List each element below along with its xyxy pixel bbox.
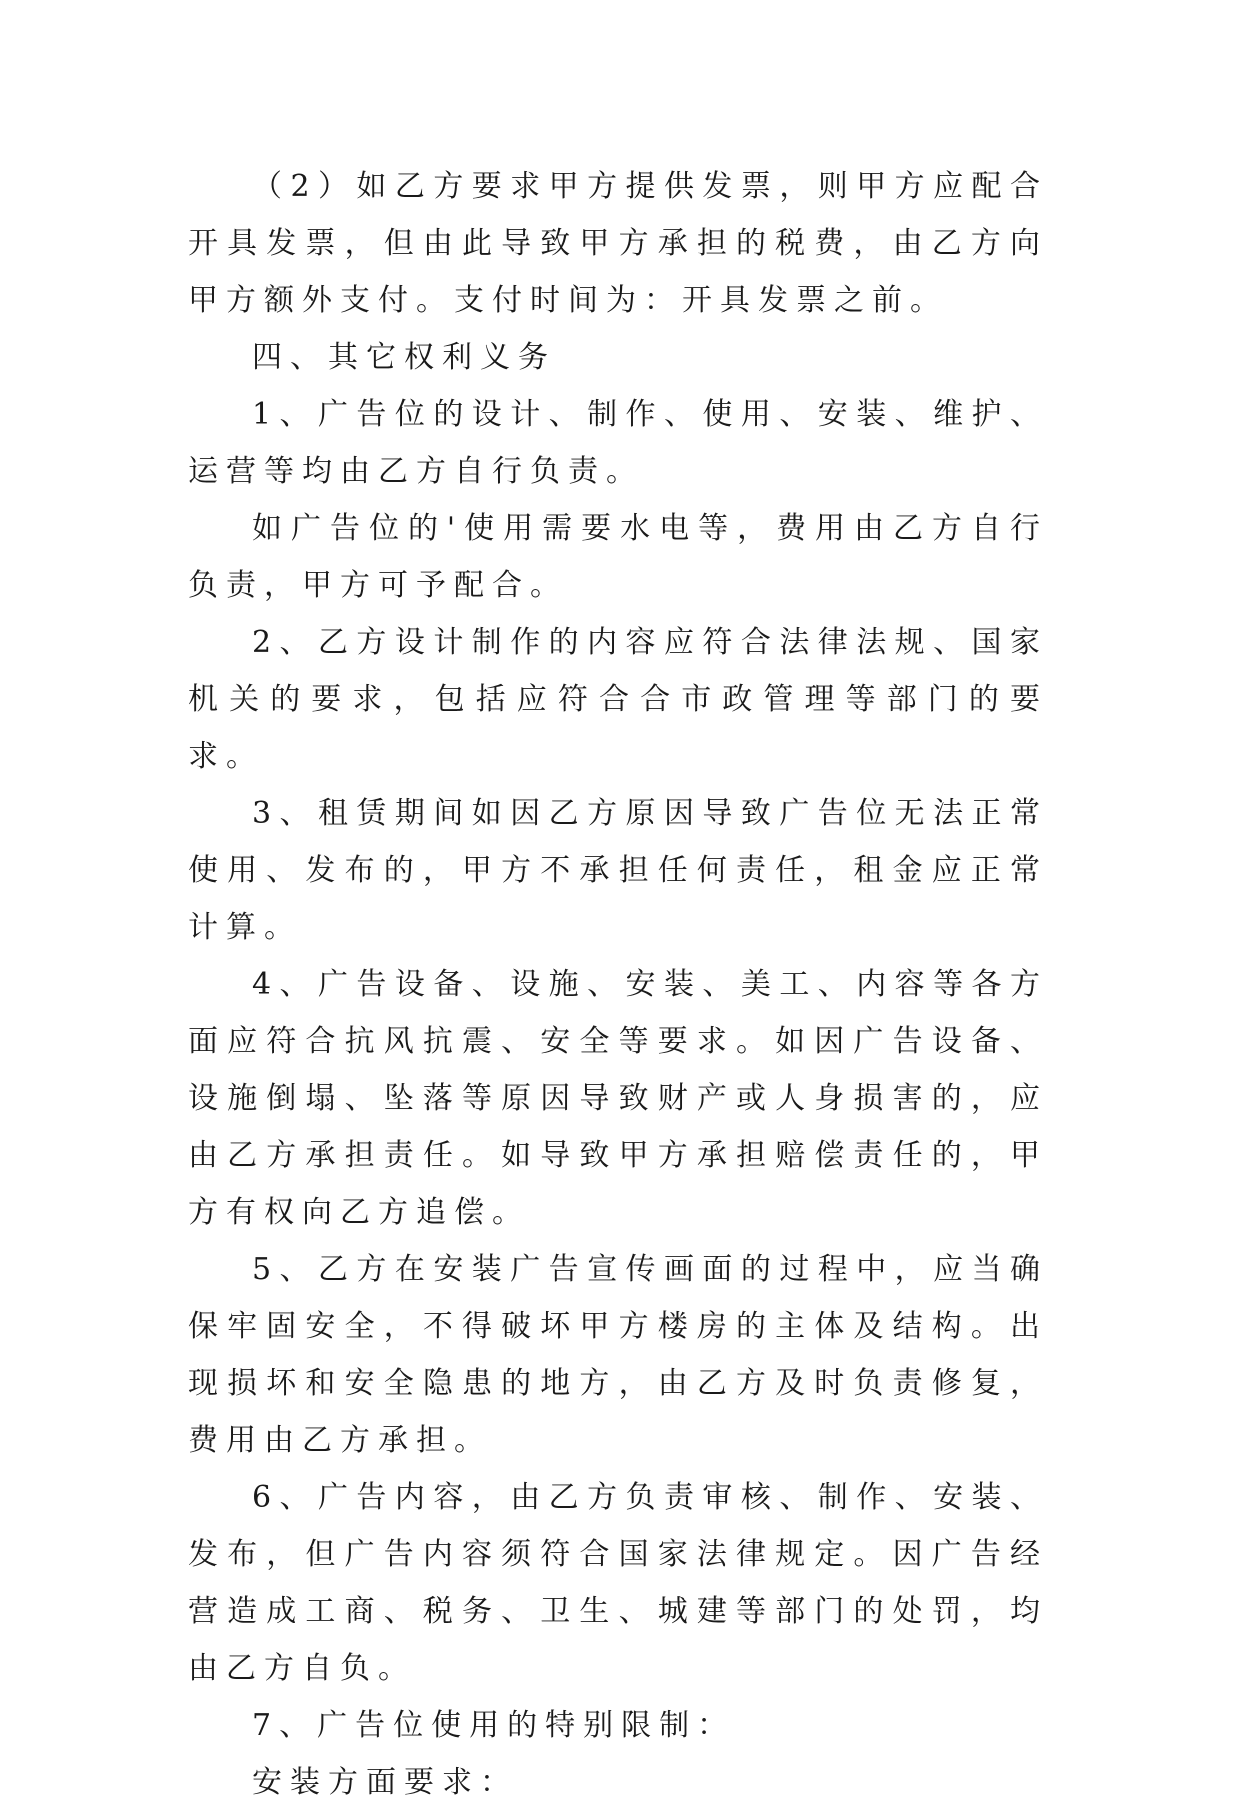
section-heading-other-rights: 四、其它权利义务 bbox=[252, 340, 556, 375]
paragraph-installation-requirements: 安装方面要求： bbox=[252, 1765, 518, 1800]
paragraph-clause-3: 3、租赁期间如因乙方原因导致广告位无法正常使用、发布的，甲方不承担任何责任，租金应正常计算。 bbox=[188, 796, 1048, 945]
paragraph-clause-6: 6、广告内容，由乙方负责审核、制作、安装、发布，但广告内容须符合国家法律规定。因广告经营造成工商、税务、卫生、城建等部门的处罚，均由乙方自负。 bbox=[188, 1480, 1048, 1686]
paragraph-clause-2: 2、乙方设计制作的内容应符合法律法规、国家机关的要求，包括应符合合市政管理等部门的要求。 bbox=[188, 625, 1048, 774]
paragraph-clause-7: 7、广告位使用的特别限制： bbox=[252, 1708, 736, 1743]
paragraph-clause-1: 1、广告位的设计、制作、使用、安装、维护、运营等均由乙方自行负责。 bbox=[188, 397, 1048, 489]
paragraph-clause-5: 5、乙方在安装广告宣传画面的过程中，应当确保牢固安全，不得破坏甲方楼房的主体及结构。出现损坏和安全隐患的地方，由乙方及时负责修复，费用由乙方承担。 bbox=[188, 1252, 1048, 1458]
paragraph-invoice-clause: （2）如乙方要求甲方提供发票，则甲方应配合开具发票，但由此导致甲方承担的税费，由乙方向甲方额外支付。支付时间为：开具发票之前。 bbox=[188, 169, 1048, 318]
paragraph-utilities: 如广告位的'使用需要水电等，费用由乙方自行负责，甲方可予配合。 bbox=[188, 511, 1048, 603]
document-body bbox=[188, 158, 1048, 1811]
paragraph-clause-4: 4、广告设备、设施、安装、美工、内容等各方面应符合抗风抗震、安全等要求。如因广告设备、设施倒塌、坠落等原因导致财产或人身损害的，应由乙方承担责任。如导致甲方承担赔偿责任的，甲方有权向乙方追偿。 bbox=[188, 967, 1048, 1230]
